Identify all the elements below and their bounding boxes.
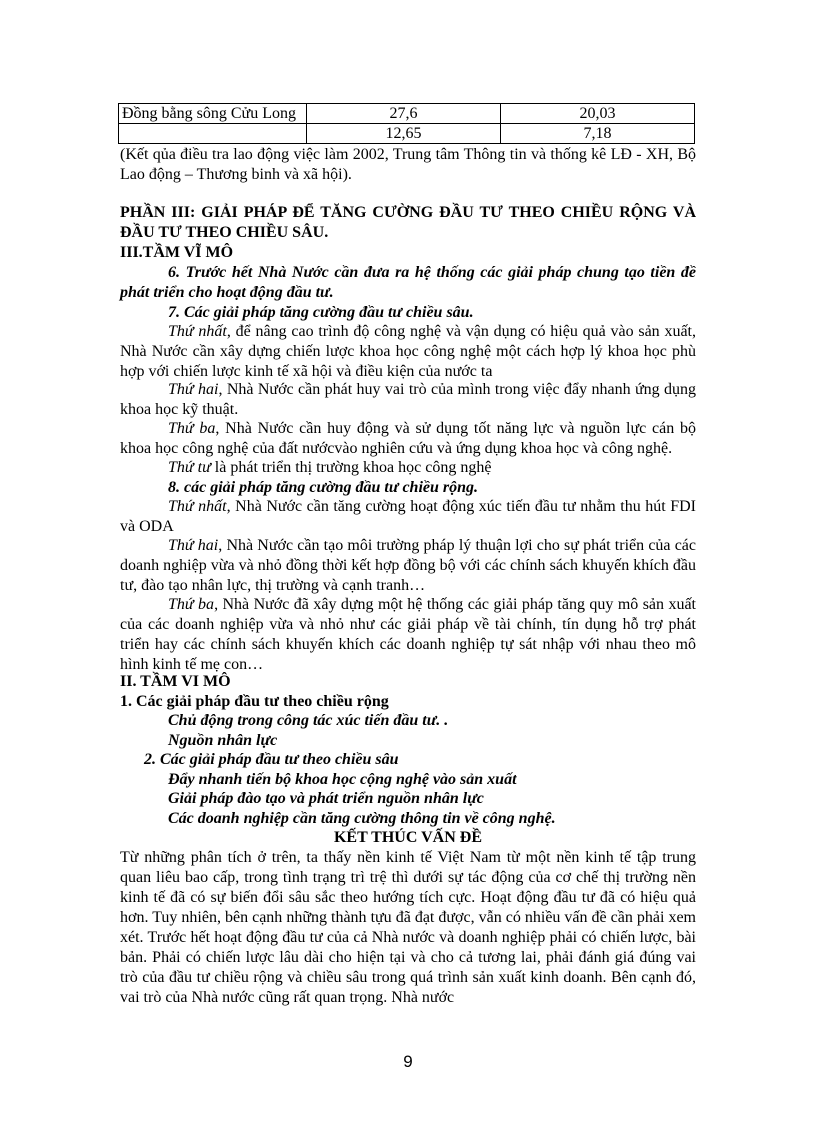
paragraph-text: , Nhà Nước cần huy động và sử dụng tốt năng lực và nguồn lực cán bộ khoa học công nghệ của đất nướcvào nghiên cứu và ứng dụng khoa học và công nghệ. <box>120 420 696 457</box>
paragraph-lead: Thứ nhất <box>168 498 227 515</box>
table-cell-region <box>119 124 307 144</box>
list-item: Chủ động trong công tác xúc tiến đầu tư. . <box>168 712 449 729</box>
table-cell-value: 12,65 <box>307 124 501 144</box>
list-item: Nguồn nhân lực <box>168 732 278 749</box>
paragraph <box>120 595 696 675</box>
table-cell-value: 7,18 <box>501 124 695 144</box>
subheading-depth: 2. Các giải pháp đầu tư theo chiều sâu <box>144 751 399 768</box>
item-6: 6. Trước hết Nhà Nước cần đưa ra hệ thống các giải pháp chung tạo tiền đề phát triển cho hoạt động đầu tư. <box>120 264 696 301</box>
paragraph-lead: Thứ nhất <box>168 323 227 340</box>
item-8: 8. các giải pháp tăng cường đầu tư chiều rộng. <box>168 479 479 496</box>
page-number: 9 <box>403 1052 413 1071</box>
conclusion-heading: KẾT THÚC VẤN ĐỀ <box>333 829 483 846</box>
paragraph <box>120 419 696 459</box>
source-note: (Kết qủa điều tra lao động việc làm 2002, Trung tâm Thông tin và thống kê LĐ - XH, Bộ Lao động – Thương binh và xã hội). <box>120 146 696 183</box>
table-cell-value: 27,6 <box>307 104 501 124</box>
table-cell-region: Đồng bằng sông Cửu Long <box>119 104 307 124</box>
table-row <box>119 104 695 124</box>
subheading-breadth: 1. Các giải pháp đầu tư theo chiều rộng <box>120 693 389 710</box>
paragraph-lead: Thứ ba <box>168 596 215 613</box>
paragraph-text: , Nhà Nước cần tạo môi trường pháp lý thuận lợi cho sự phát triển của các doanh nghiệp vừa và nhỏ đồng thời kết hợp đồng bộ với các chính sách khuyến khích đầu tư, đào tạo nhân lực, thị trường và cạnh tranh… <box>120 537 697 594</box>
paragraph-text: , Nhà Nước đã xây dựng một hệ thống các giải pháp tăng quy mô sản xuất của các doanh nghiệp vừa và nhỏ như các giải pháp về tài chính, tín dụng hỗ trợ phát triển hay các chính sách khuyến khích các doanh nghiệp tự sát nhập với nhau theo mô hình kinh tế mẹ con… <box>120 596 696 673</box>
part3-heading: PHẦN III: GIẢI PHÁP ĐỂ TĂNG CƯỜNG ĐẦU TƯ THEO CHIỀU RỘNG VÀ ĐẦU TƯ THEO CHIỀU SÂU. <box>120 204 696 241</box>
paragraph <box>120 322 696 382</box>
paragraph-text: , để nâng cao trình độ công nghệ và vận dụng có hiệu quả vào sản xuất, Nhà Nước cần xây dựng chiến lược khoa học công nghệ một cách hợp lý khoa học phù hợp với chiến lược kinh tế xã hội và điều kiện của nước ta <box>120 323 696 380</box>
paragraph <box>120 380 696 420</box>
paragraph-lead: Thứ hai <box>168 537 219 554</box>
paragraph <box>120 497 696 537</box>
item-7: 7. Các giải pháp tăng cường đầu tư chiều sâu. <box>168 304 474 321</box>
table-cell-value: 20,03 <box>501 104 695 124</box>
labor-stats-table <box>118 103 695 144</box>
paragraph <box>120 458 696 478</box>
paragraph-lead: Thứ tư <box>168 459 211 476</box>
paragraph-text: là phát triển thị trường khoa học công nghệ <box>210 459 492 476</box>
list-item: Giải pháp đào tạo và phát triển nguồn nhân lực <box>168 790 484 807</box>
table-row <box>119 124 695 144</box>
paragraph-text: , Nhà Nước cần tăng cường hoạt động xúc tiến đầu tư nhằm thu hút FDI và ODA <box>120 498 696 535</box>
paragraph-lead: Thứ hai <box>168 381 219 398</box>
paragraph-lead: Thứ ba <box>168 420 216 437</box>
paragraph-text: , Nhà Nước cần phát huy vai trò của mình trong việc đẩy nhanh ứng dụng khoa học kỹ thuật. <box>120 381 696 418</box>
list-item: Đẩy nhanh tiến bộ khoa học cộng nghệ vào sản xuất <box>168 771 517 788</box>
paragraph <box>120 536 696 596</box>
macro-heading: III.TẦM VĨ MÔ <box>120 244 234 261</box>
conclusion-paragraph: Từ những phân tích ở trên, ta thấy nền kinh tế Việt Nam từ một nền kinh tế tập trung quan liêu bao cấp, trong tình trạng trì trệ thì dưới sự tác động của cơ chế thị trường nền kinh tế đã có sự biến đổi sâu sắc theo hướng tích cực. Hoạt động đầu tư đã có hiệu quả hơn. Tuy nhiên, bên cạnh những thành tựu đã đạt được, vẫn có nhiều vấn đề cần phải xem xét. Trước hết hoạt động đầu tư của cả Nhà nước và doanh nghiệp phải có chiến lược, bài bản. Phải có chiến lược lâu dài cho hiện tại và cho cả tương lai, phải đánh giá đúng vai trò của đầu tư chiều rộng và chiều sâu trong quá trình sản xuất kinh doanh. Bên cạnh đó, vai trò của Nhà nước cũng rất quan trọng. Nhà nước <box>120 849 696 1006</box>
micro-heading: II. TẦM VI MÔ <box>120 673 231 690</box>
list-item: Các doanh nghiệp cần tăng cường thông tin về công nghệ. <box>168 810 556 827</box>
